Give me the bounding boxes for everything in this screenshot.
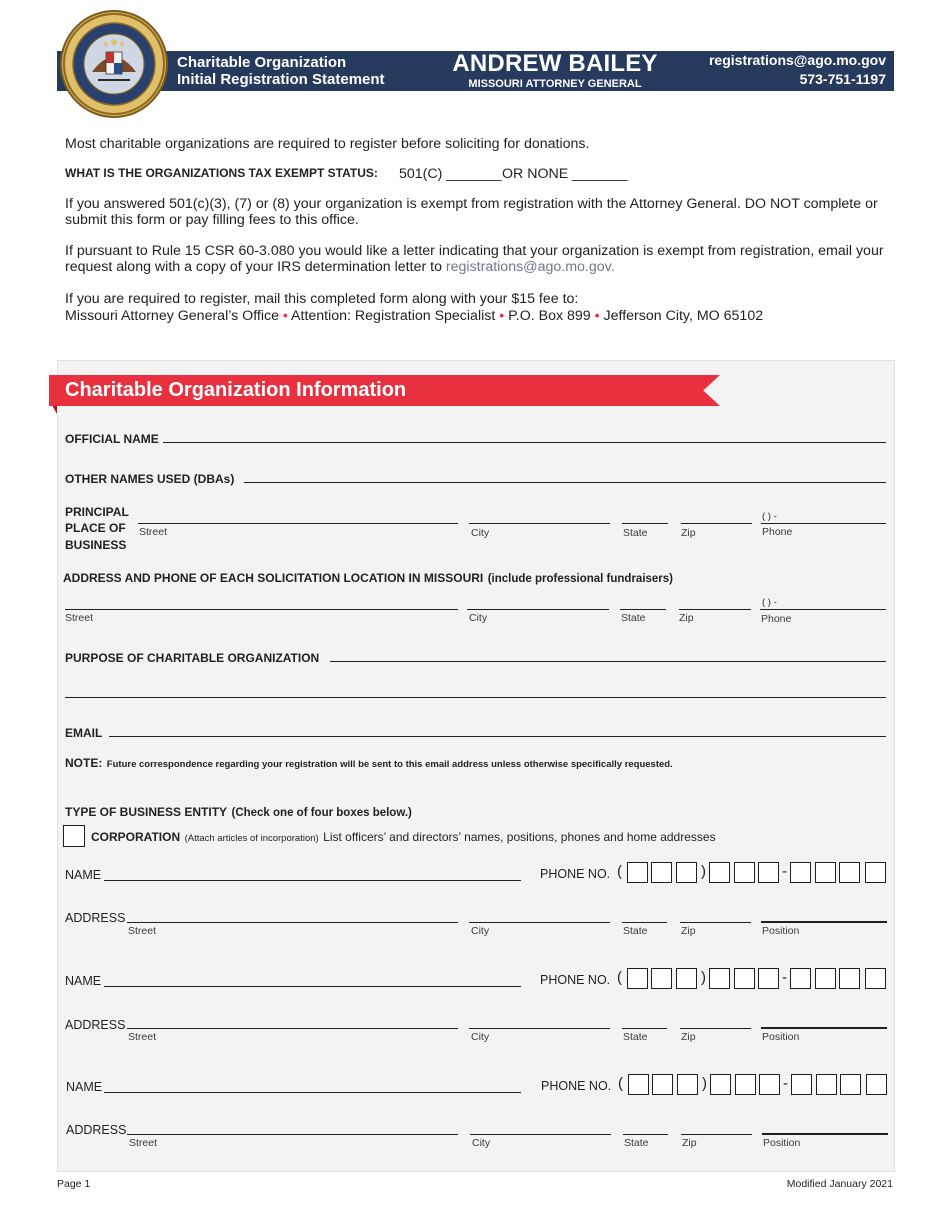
officer1-phone-digit[interactable]: [865, 862, 886, 883]
officer2-phone-digit[interactable]: [815, 968, 836, 989]
address-bullet: •: [594, 308, 600, 324]
principal-phone-parens: ( ) -: [762, 511, 777, 522]
officer1-phone-digit[interactable]: [839, 862, 860, 883]
principal-street-field[interactable]: [138, 523, 458, 524]
officer2-phone-digit[interactable]: [839, 968, 860, 989]
principal-zip-caption: Zip: [681, 527, 696, 539]
principal-label-2: PLACE OF: [65, 521, 126, 535]
officer2-phone-label: PHONE NO.: [540, 973, 611, 987]
officer1-phone-digit[interactable]: [758, 862, 779, 883]
officer2-street-caption: Street: [128, 1031, 157, 1043]
exempt-para-line2: submit this form or pay filling fees to this office.: [65, 212, 359, 228]
officer1-phone-digit[interactable]: [627, 862, 648, 883]
officer3-dash: -: [783, 1075, 788, 1092]
officer3-position-field[interactable]: [762, 1133, 888, 1135]
principal-city-field[interactable]: [469, 523, 610, 524]
officer1-phone-digit[interactable]: [734, 862, 755, 883]
officer1-phone-digit[interactable]: [815, 862, 836, 883]
officer2-city-field[interactable]: [469, 1028, 610, 1029]
officer1-position-caption: Position: [762, 925, 800, 937]
registrations-email-link[interactable]: registrations@ago.mo.gov.: [445, 259, 615, 275]
address-pobox: P.O. Box 899: [504, 308, 595, 324]
officer3-open-paren: (: [618, 1075, 623, 1092]
officer1-city-field[interactable]: [469, 922, 610, 923]
other-names-label: OTHER NAMES USED (DBAs): [65, 472, 235, 486]
officer3-zip-caption: Zip: [682, 1137, 697, 1149]
officer2-zip-caption: Zip: [681, 1031, 696, 1043]
solicitation-state-caption: State: [621, 612, 646, 624]
principal-city-caption: City: [471, 527, 490, 539]
officer1-phone-digit[interactable]: [709, 862, 730, 883]
tax-status-501c[interactable]: 501(C) _______: [399, 166, 502, 182]
officer2-state-caption: State: [623, 1031, 648, 1043]
principal-street-caption: Street: [139, 526, 168, 538]
principal-zip-field[interactable]: [681, 523, 752, 524]
officer3-state-field[interactable]: [623, 1134, 668, 1135]
address-bullet: •: [282, 308, 288, 324]
officer1-phone-digit[interactable]: [790, 862, 811, 883]
officer2-phone-digit[interactable]: [709, 968, 730, 989]
entity-heading: [65, 803, 412, 821]
officer3-phone-digit[interactable]: [710, 1074, 731, 1095]
address-bullet: •: [499, 308, 505, 324]
note-text: Future correspondence regarding your registration will be sent to this email address unless otherwise specifically requested.: [106, 759, 673, 770]
solicitation-street-field[interactable]: [65, 609, 458, 610]
official-name-field[interactable]: [163, 442, 886, 443]
officer3-zip-field[interactable]: [681, 1134, 752, 1135]
officer1-name-label: NAME: [65, 868, 102, 882]
officer2-phone-digit[interactable]: [758, 968, 779, 989]
address-city: Jefferson City, MO 65102: [599, 308, 764, 324]
officer1-zip-field[interactable]: [680, 922, 751, 923]
officer3-phone-digit[interactable]: [759, 1074, 780, 1095]
officer1-open-paren: (: [617, 863, 622, 880]
solicitation-state-field[interactable]: [620, 609, 666, 610]
solicitation-zip-field[interactable]: [679, 609, 751, 610]
missouri-attorney-general-seal: [60, 10, 168, 118]
corporation-label: CORPORATION: [91, 830, 181, 844]
solicitation-city-field[interactable]: [467, 609, 609, 610]
email-field[interactable]: [109, 736, 886, 737]
officer3-address-label: ADDRESS: [66, 1123, 127, 1137]
address-attention: Attention: Registration Specialist: [287, 308, 500, 324]
intro-line1: Most charitable organizations are required to register before soliciting for donations.: [65, 136, 590, 152]
corporation-attach-note: (Attach articles of incorporation): [184, 833, 319, 844]
officer3-phone-digit[interactable]: [816, 1074, 837, 1095]
address-office: Missouri Attorney General’s Office: [65, 308, 283, 324]
solicitation-note: (include professional fundraisers): [487, 573, 674, 585]
purpose-label: PURPOSE OF CHARITABLE ORGANIZATION: [65, 651, 320, 665]
mail-instructions: If you are required to register, mail this completed form along with your $15 fee to:: [65, 291, 579, 307]
solicitation-phone-field[interactable]: [760, 609, 886, 610]
solicitation-label: ADDRESS AND PHONE OF EACH SOLICITATION LOCATION IN MISSOURI: [63, 571, 484, 585]
officer2-phone-digit[interactable]: [676, 968, 697, 989]
officer1-phone-digit[interactable]: [676, 862, 697, 883]
officer3-street-caption: Street: [129, 1137, 158, 1149]
purpose-field-line2[interactable]: [65, 697, 886, 698]
header-phone: 573-751-1197: [799, 71, 886, 87]
officer3-position-caption: Position: [763, 1137, 801, 1149]
officer3-street-field[interactable]: [127, 1134, 458, 1135]
officer2-position-field[interactable]: [761, 1027, 887, 1029]
officer1-street-field[interactable]: [127, 922, 458, 923]
section-title: Charitable Organization Information: [65, 379, 407, 401]
modified-date: Modified January 2021: [786, 1178, 893, 1190]
officer3-phone-digit[interactable]: [628, 1074, 649, 1095]
officer2-phone-digit[interactable]: [865, 968, 886, 989]
purpose-field-line1[interactable]: [330, 661, 886, 662]
officer3-state-caption: State: [624, 1137, 649, 1149]
officer2-close-paren: ): [701, 969, 706, 986]
letter-para-line2: [65, 259, 615, 276]
officer3-close-paren: ): [702, 1075, 707, 1092]
officer2-phone-digit[interactable]: [627, 968, 648, 989]
officer1-dash: -: [782, 863, 787, 880]
letter-para-prefix: request along with a copy of your IRS determination letter to: [65, 259, 446, 275]
entity-note: (Check one of four boxes below.): [231, 807, 412, 819]
officer3-phone-digit[interactable]: [677, 1074, 698, 1095]
officer2-dash: -: [782, 969, 787, 986]
officer1-position-field[interactable]: [761, 921, 887, 923]
officer2-city-caption: City: [471, 1031, 490, 1043]
principal-label-3: BUSINESS: [65, 538, 127, 552]
officer1-state-caption: State: [623, 925, 648, 937]
header-email[interactable]: registrations@ago.mo.gov: [708, 52, 886, 68]
officer1-address-label: ADDRESS: [65, 911, 126, 925]
solicitation-city-caption: City: [469, 612, 488, 624]
officer3-phone-digit[interactable]: [735, 1074, 756, 1095]
letter-para-line1: If pursuant to Rule 15 CSR 60-3.080 you would like a letter indicating that your organization is exempt from registration, email your: [65, 243, 884, 259]
seal-graphic: [62, 12, 166, 116]
solicitation-phone-parens: ( ) -: [762, 597, 777, 608]
officer3-phone-digit[interactable]: [840, 1074, 861, 1095]
officer2-phone-digit[interactable]: [790, 968, 811, 989]
officer3-name-field[interactable]: [104, 1092, 521, 1093]
officer2-state-field[interactable]: [622, 1028, 667, 1029]
solicitation-street-caption: Street: [65, 612, 94, 624]
mailing-address: [65, 308, 763, 325]
other-names-field[interactable]: [244, 482, 886, 483]
principal-state-caption: State: [623, 527, 648, 539]
officer2-name-field[interactable]: [104, 986, 521, 987]
tax-status-label: WHAT IS THE ORGANIZATIONS TAX EXEMPT STATUS:: [65, 166, 378, 180]
officer3-city-field[interactable]: [470, 1134, 611, 1135]
officer1-street-caption: Street: [128, 925, 157, 937]
tax-status-none[interactable]: OR NONE _______: [502, 166, 628, 182]
officer1-phone-label: PHONE NO.: [540, 867, 611, 881]
solicitation-phone-caption: Phone: [761, 613, 792, 625]
officer2-zip-field[interactable]: [680, 1028, 751, 1029]
officer3-phone-digit[interactable]: [791, 1074, 812, 1095]
officer2-street-field[interactable]: [127, 1028, 458, 1029]
officer2-name-label: NAME: [65, 974, 102, 988]
email-label: EMAIL: [65, 726, 103, 740]
header-title-line1: Charitable Organization: [177, 54, 347, 71]
officer2-address-label: ADDRESS: [65, 1018, 126, 1032]
officer3-name-label: NAME: [66, 1080, 103, 1094]
official-name-label: OFFICIAL NAME: [65, 432, 159, 446]
officer2-open-paren: (: [617, 969, 622, 986]
officer2-phone-digit[interactable]: [651, 968, 672, 989]
page-number: Page 1: [57, 1178, 91, 1190]
principal-state-field[interactable]: [622, 523, 668, 524]
entity-label: TYPE OF BUSINESS ENTITY: [65, 805, 228, 819]
officer3-phone-digit[interactable]: [866, 1074, 887, 1095]
officer1-city-caption: City: [471, 925, 490, 937]
note-label: NOTE:: [65, 756, 103, 770]
email-note: [65, 754, 673, 772]
exempt-para-line1: If you answered 501(c)(3), (7) or (8) your organization is exempt from registration with the Attorney General. DO NOT complete or: [65, 196, 878, 212]
corporation-list-note: List officers’ and directors’ names, positions, phones and home addresses: [323, 830, 716, 844]
principal-phone-caption: Phone: [762, 526, 793, 538]
attorney-general-subtitle: MISSOURI ATTORNEY GENERAL: [468, 78, 642, 90]
officer1-phone-digit[interactable]: [651, 862, 672, 883]
attorney-general-name: ANDREW BAILEY: [452, 50, 658, 77]
officer1-close-paren: ): [701, 863, 706, 880]
corporation-option: [91, 828, 716, 846]
principal-label-1: PRINCIPAL: [65, 505, 129, 519]
officer2-position-caption: Position: [762, 1031, 800, 1043]
officer3-phone-label: PHONE NO.: [541, 1079, 612, 1093]
solicitation-heading: [63, 569, 673, 587]
officer1-zip-caption: Zip: [681, 925, 696, 937]
officer3-phone-digit[interactable]: [652, 1074, 673, 1095]
officer1-state-field[interactable]: [622, 922, 667, 923]
corporation-checkbox[interactable]: [63, 825, 85, 847]
officer1-name-field[interactable]: [104, 880, 521, 881]
principal-phone-field[interactable]: [761, 523, 886, 524]
header-title-line2: Initial Registration Statement: [177, 71, 385, 88]
officer2-phone-digit[interactable]: [734, 968, 755, 989]
officer3-city-caption: City: [472, 1137, 491, 1149]
solicitation-zip-caption: Zip: [679, 612, 694, 624]
